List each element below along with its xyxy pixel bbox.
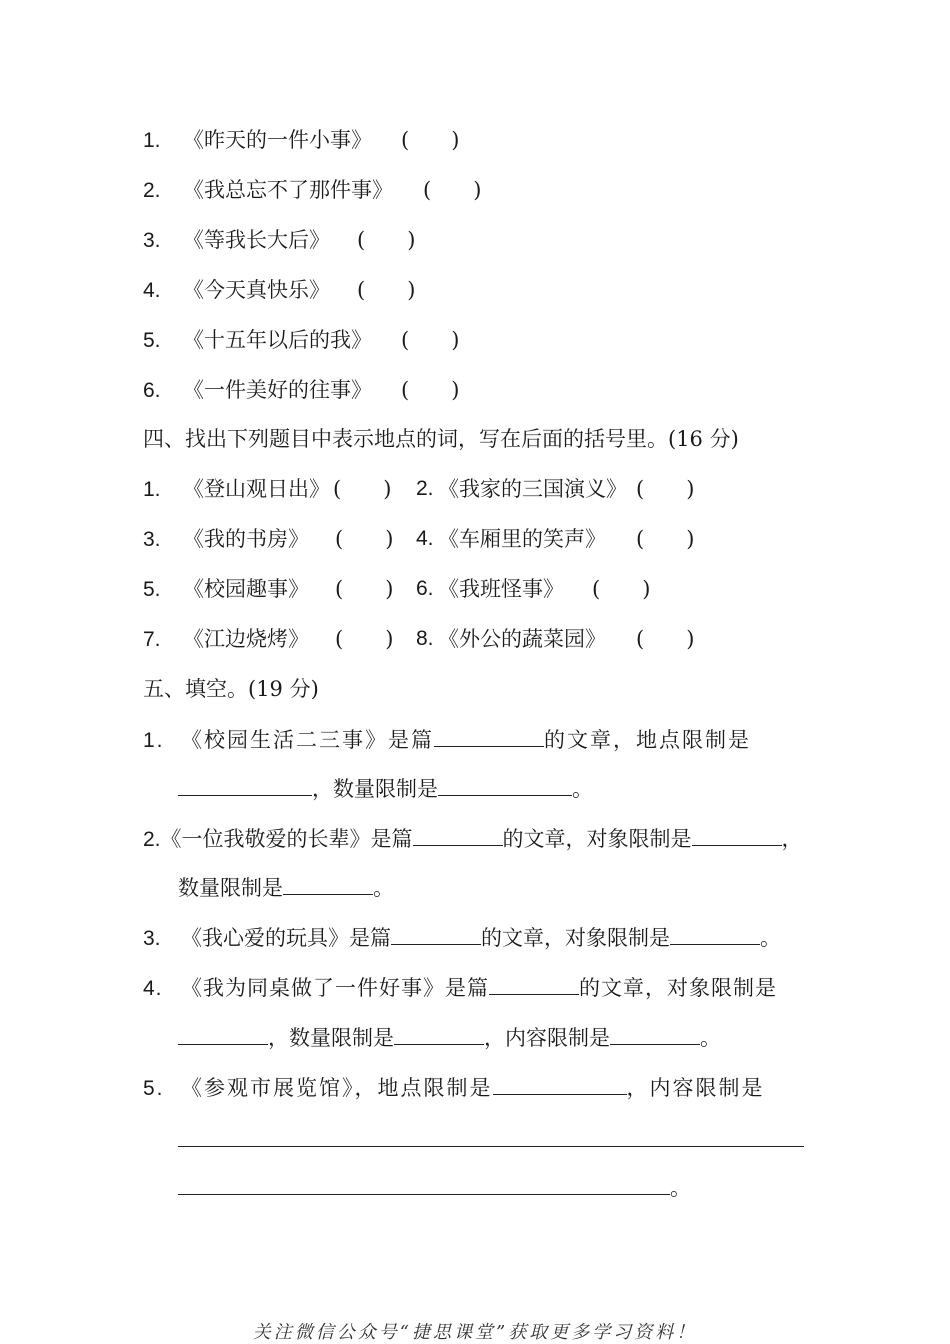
answer-parentheses[interactable]: ( )	[423, 178, 482, 202]
grid-row	[143, 574, 651, 605]
answer-blank[interactable]	[692, 823, 782, 846]
item-number: 3.	[143, 229, 161, 252]
item-number: 2.	[416, 477, 434, 500]
answer-line[interactable]	[178, 1146, 804, 1147]
item-title: 《校园趣事》	[183, 577, 309, 601]
answer-blank[interactable]	[391, 922, 481, 945]
answer-blank[interactable]	[413, 823, 503, 846]
list-item	[143, 125, 460, 156]
question-text: 是篇	[349, 926, 391, 950]
answer-parentheses[interactable]: ( )	[357, 278, 416, 302]
item-number: 2.	[143, 828, 161, 851]
item-title: 《一件美好的往事》	[183, 378, 372, 402]
question-text: 的文章，对象限制是	[502, 827, 692, 851]
item-number: 6.	[416, 577, 434, 600]
answer-blank[interactable]	[283, 872, 373, 895]
question-text: 。	[700, 1026, 721, 1050]
question-text: ，内容限制是	[626, 1076, 765, 1100]
list-item	[143, 225, 416, 256]
item-number: 6.	[143, 379, 161, 402]
item-title: 《一位我敬爱的长辈》	[160, 827, 371, 851]
fill-question-1-cont	[178, 773, 593, 804]
question-text: ，数量限制是	[312, 777, 438, 801]
answer-parentheses[interactable]: ( )	[335, 527, 394, 551]
answer-parentheses[interactable]: ( )	[401, 128, 460, 152]
item-title: 《我家的三国演义》	[438, 477, 627, 501]
answer-blank[interactable]	[438, 773, 572, 796]
item-title: 《登山观日出》	[183, 477, 330, 501]
item-number: 7.	[143, 628, 161, 651]
answer-parentheses[interactable]: ( )	[357, 228, 416, 252]
fill-question-5-cont	[178, 1172, 691, 1203]
item-title: 《昨天的一件小事》	[183, 128, 372, 152]
list-item	[143, 325, 460, 356]
question-text: 是篇	[370, 827, 413, 851]
fill-question-5	[143, 1072, 765, 1104]
fill-question-2-cont	[178, 872, 394, 903]
item-title: 《我总忘不了那件事》	[183, 178, 393, 202]
answer-parentheses[interactable]: ( )	[335, 627, 394, 651]
question-text: 数量限制是	[178, 876, 283, 900]
question-text: ，地点限制是	[354, 1076, 493, 1100]
question-text: 的文章，对象限制是	[579, 976, 777, 1000]
item-title: 《我的书房》	[183, 527, 309, 551]
question-text: ，	[781, 827, 803, 851]
answer-parentheses[interactable]: ( )	[636, 477, 695, 501]
list-item	[143, 375, 460, 406]
item-number: 5.	[143, 578, 161, 601]
question-text: 。	[760, 926, 781, 950]
answer-blank[interactable]	[178, 773, 312, 796]
question-text: 的文章，对象限制是	[481, 926, 670, 950]
question-text: 是篇	[445, 976, 489, 1000]
item-title: 《车厢里的笑声》	[438, 527, 606, 551]
item-title: 《今天真快乐》	[183, 278, 330, 302]
answer-parentheses[interactable]: ( )	[401, 378, 460, 402]
question-text: 是篇	[388, 728, 434, 752]
answer-blank[interactable]	[670, 922, 760, 945]
item-number: 3.	[143, 927, 161, 950]
item-title: 《参观市展览馆》	[181, 1076, 355, 1100]
grid-row	[143, 624, 695, 655]
item-title: 《我班怪事》	[438, 577, 564, 601]
answer-blank[interactable]	[493, 1072, 627, 1095]
footer-note: 关注微信公众号“捷思课堂”获取更多学习资料！	[252, 1322, 698, 1343]
list-item	[143, 175, 482, 206]
item-title: 《校园生活二三事》	[181, 728, 388, 752]
answer-blank[interactable]	[489, 972, 579, 995]
question-text: ，内容限制是	[484, 1026, 610, 1050]
fill-question-1	[143, 724, 751, 756]
question-text: 。	[670, 1176, 691, 1200]
section4-heading: 四、找出下列题目中表示地点的词，写在后面的括号里。(16 分)	[143, 427, 739, 451]
item-title: 《外公的蔬菜园》	[438, 627, 606, 651]
question-text: 的文章，地点限制是	[544, 728, 751, 752]
item-number: 3.	[143, 528, 161, 551]
answer-parentheses[interactable]: ( )	[636, 527, 695, 551]
answer-blank[interactable]	[178, 1172, 670, 1195]
fill-question-4	[143, 972, 777, 1004]
question-text: 。	[373, 876, 394, 900]
item-number: 4.	[416, 527, 434, 550]
grid-row	[143, 474, 695, 505]
grid-row	[143, 524, 695, 555]
item-number: 1.	[143, 729, 165, 752]
answer-blank[interactable]	[394, 1022, 484, 1045]
item-title: 《我心爱的玩具》	[181, 926, 349, 950]
item-number: 2.	[143, 179, 161, 202]
item-number: 1.	[143, 478, 161, 501]
answer-parentheses[interactable]: ( )	[401, 328, 460, 352]
question-text: 。	[572, 777, 593, 801]
item-number: 4.	[143, 279, 161, 302]
fill-question-3	[143, 922, 781, 954]
section5-heading: 五、填空。(19 分)	[143, 677, 319, 701]
item-title: 《江边烧烤》	[183, 627, 309, 651]
answer-blank[interactable]	[178, 1022, 268, 1045]
answer-parentheses[interactable]: ( )	[333, 477, 392, 501]
item-number: 4.	[143, 977, 163, 1000]
item-number: 5.	[143, 329, 161, 352]
item-number: 8.	[416, 627, 434, 650]
fill-question-2	[143, 823, 803, 855]
item-number: 1.	[143, 129, 161, 152]
answer-blank[interactable]	[610, 1022, 700, 1045]
item-title: 《我为同桌做了一件好事》	[181, 976, 445, 1000]
answer-parentheses[interactable]: ( )	[592, 577, 651, 601]
item-title: 《十五年以后的我》	[183, 328, 372, 352]
answer-parentheses[interactable]: ( )	[335, 577, 394, 601]
item-number: 5.	[143, 1077, 165, 1100]
question-text: ，数量限制是	[268, 1026, 394, 1050]
answer-blank[interactable]	[434, 724, 544, 747]
answer-parentheses[interactable]: ( )	[636, 627, 695, 651]
fill-question-4-cont	[178, 1022, 721, 1053]
list-item	[143, 275, 416, 306]
item-title: 《等我长大后》	[183, 228, 330, 252]
